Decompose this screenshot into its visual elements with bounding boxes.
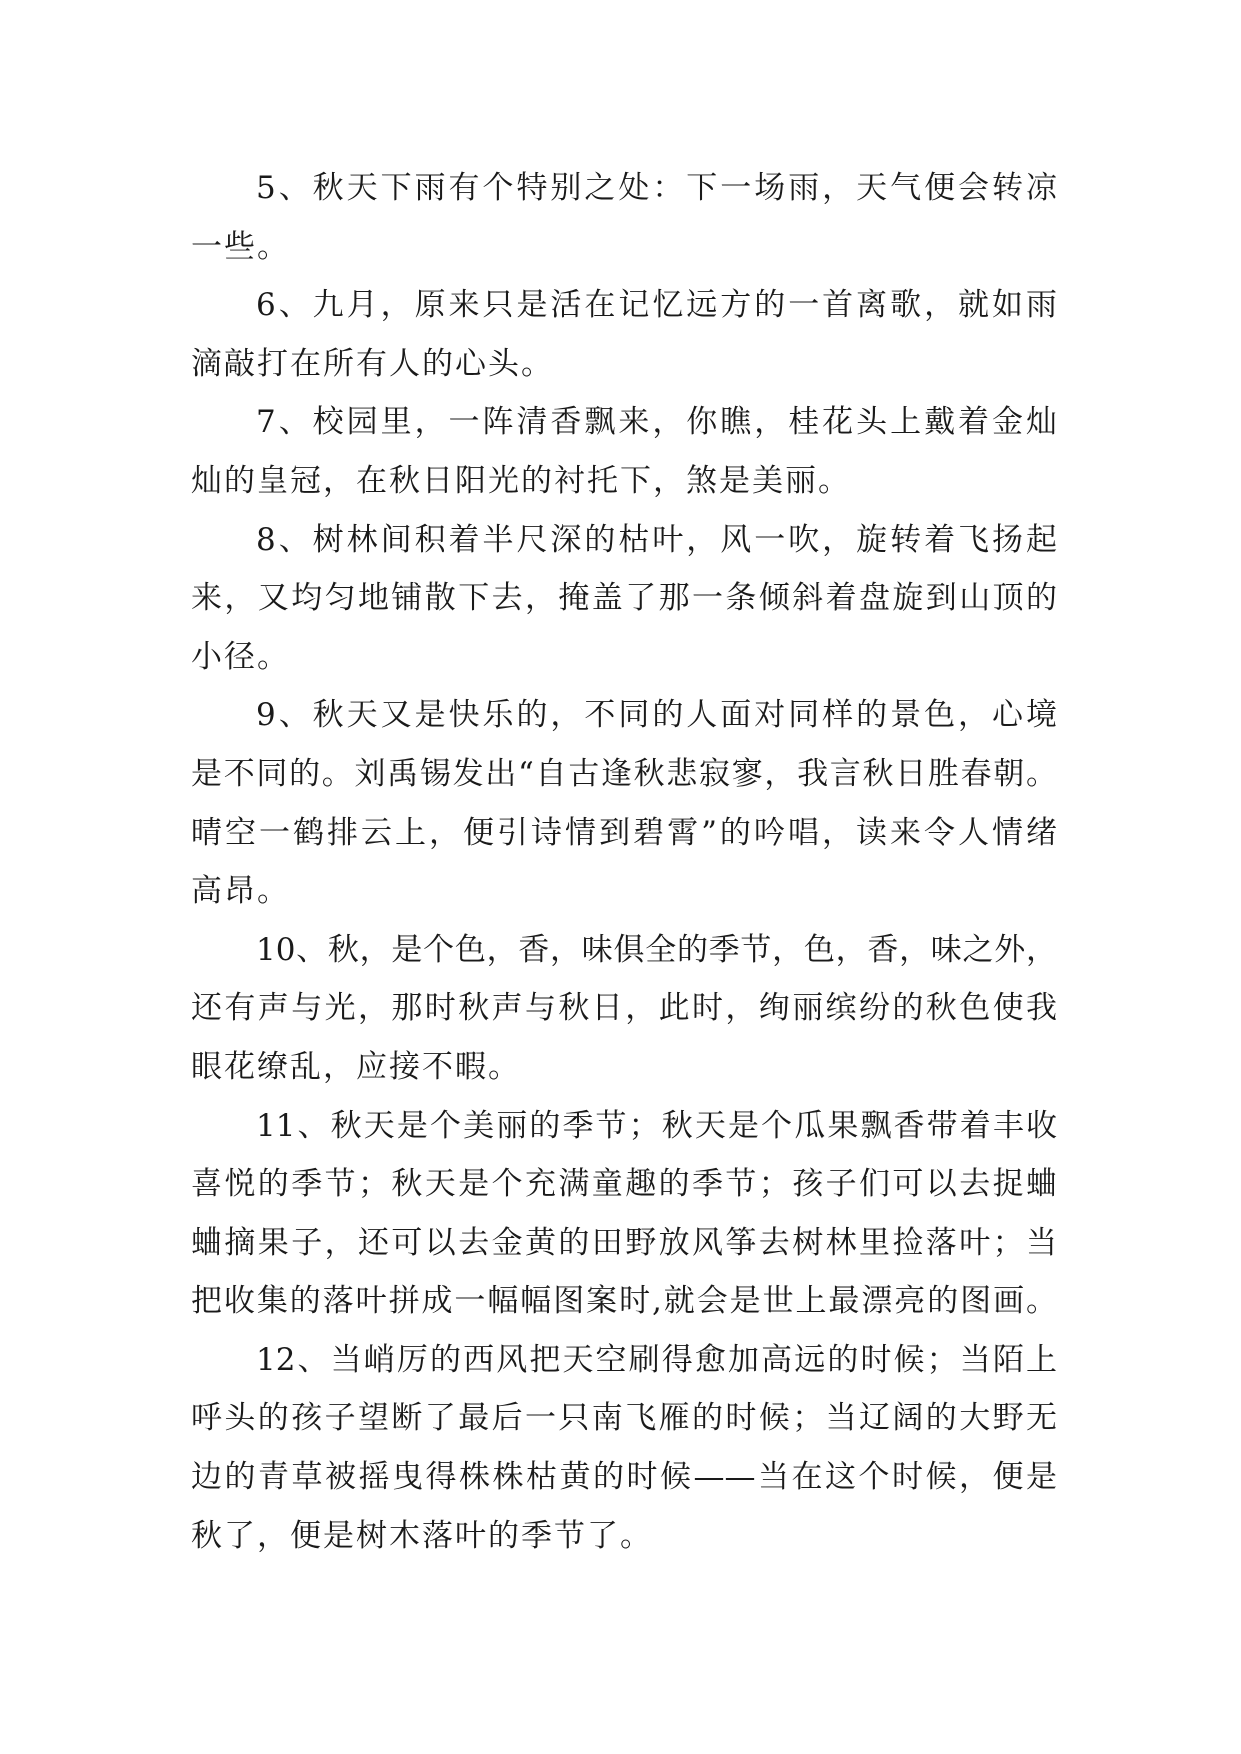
text-line: 8、树林间积着半尺深的枯叶，风一吹，旋转着飞扬起: [256, 521, 1057, 558]
text-line: 灿的皇冠，在秋日阳光的衬托下，煞是美丽。: [191, 462, 851, 499]
paragraph-11: [191, 1097, 1057, 1331]
text-line: 9、秋天又是快乐的，不同的人面对同样的景色，心境: [256, 697, 1057, 734]
text-line: 高昂。: [191, 873, 290, 910]
text-line: 来，又均匀地铺散下去，掩盖了那一条倾斜着盘旋到山顶的: [191, 580, 1057, 617]
text-line: 是不同的。刘禹锡发出“自古逢秋悲寂寥，我言秋日胜春朝。: [191, 755, 1057, 792]
text-line: 秋了，便是树木落叶的季节了。: [191, 1517, 653, 1554]
text-line: 一些。: [191, 228, 290, 265]
text-line: 5、秋天下雨有个特别之处：下一场雨，天气便会转凉: [256, 170, 1057, 206]
text-line: 蛐摘果子，还可以去金黄的田野放风筝去树林里捡落叶；当: [191, 1224, 1057, 1261]
paragraph-10: [191, 921, 1057, 1097]
text-line: 滴敲打在所有人的心头。: [191, 345, 554, 382]
text-line: 11、秋天是个美丽的季节；秋天是个瓜果飘香带着丰收: [256, 1107, 1057, 1144]
document-body: [191, 159, 1057, 1565]
text-line: 喜悦的季节；秋天是个充满童趣的季节；孩子们可以去捉蛐: [191, 1166, 1057, 1203]
paragraph-5: [191, 159, 1057, 276]
paragraph-8: [191, 511, 1057, 687]
text-line: 12、当峭厉的西风把天空刷得愈加高远的时候；当陌上: [256, 1341, 1057, 1378]
paragraph-7: [191, 393, 1057, 510]
paragraph-6: [191, 276, 1057, 393]
text-line: 6、九月，原来只是活在记忆远方的一首离歌，就如雨: [256, 287, 1057, 324]
paragraph-9: [191, 686, 1057, 920]
text-line: 10、秋，是个色，香，味俱全的季节，色，香，味之外，: [256, 931, 1057, 968]
text-line: 小径。: [191, 638, 290, 675]
text-line: 呼头的孩子望断了最后一只南飞雁的时候；当辽阔的大野无: [191, 1400, 1057, 1437]
paragraph-12: [191, 1331, 1057, 1565]
text-line: 眼花缭乱，应接不暇。: [191, 1048, 521, 1085]
text-line: 7、校园里，一阵清香飘来，你瞧，桂花头上戴着金灿: [256, 404, 1057, 441]
text-line: 边的青草被摇曳得株株枯黄的时候——当在这个时候，便是: [191, 1459, 1057, 1496]
text-line: 晴空一鹤排云上，便引诗情到碧霄”的吟唱，读来令人情绪: [191, 814, 1057, 851]
text-line: 把收集的落叶拼成一幅幅图案时,就会是世上最漂亮的图画。: [191, 1283, 1057, 1320]
text-line: 还有声与光，那时秋声与秋日，此时，绚丽缤纷的秋色使我: [191, 990, 1057, 1027]
